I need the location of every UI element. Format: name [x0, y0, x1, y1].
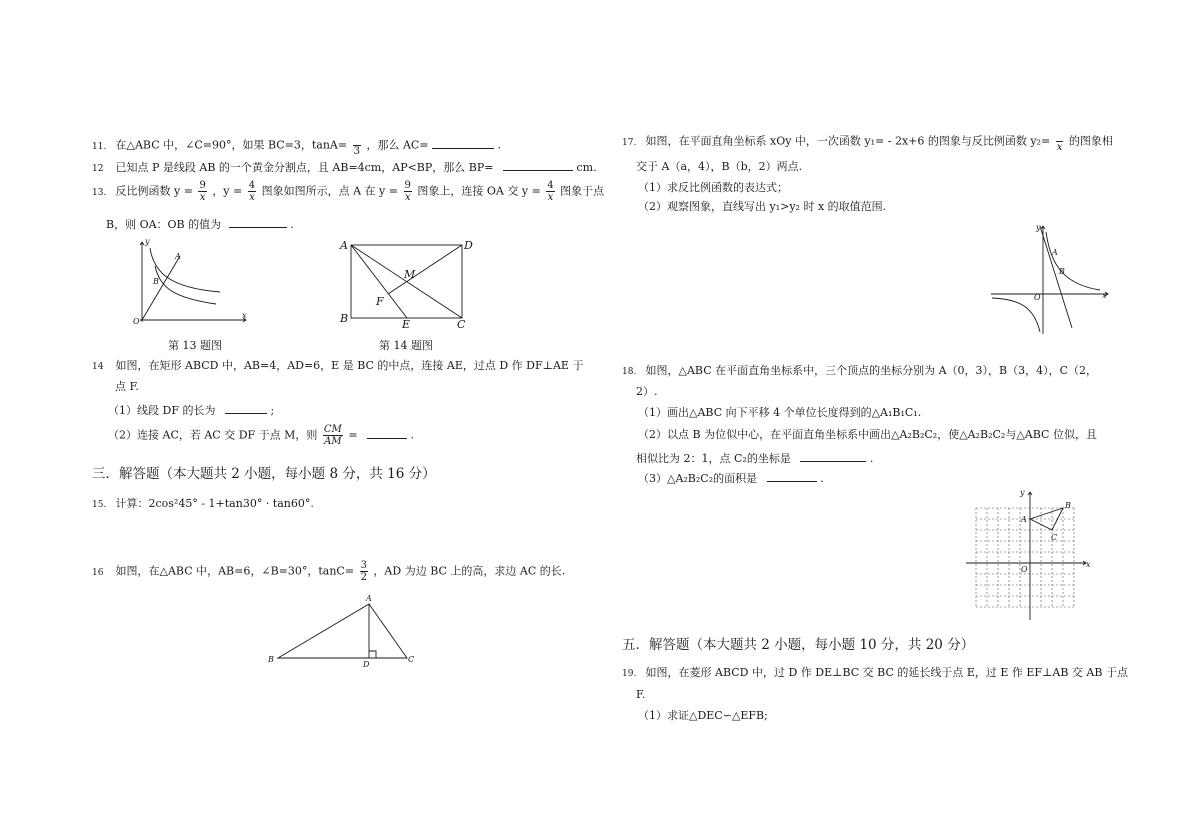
question-number: 16 [92, 567, 104, 578]
question-15 [92, 497, 314, 512]
question-17: 17. 如图，在平面直角坐标系 xOy 中，一次函数 y₁= - 2x+6 的图象与反比例函数 y₂= x 的图象相 [622, 130, 1113, 153]
question-text: 已知点 P 是线段 AB 的一个黄金分割点，且 AB=4cm，AP<BP，那么 BP= [115, 161, 494, 174]
answer-blank[interactable] [767, 470, 817, 482]
question-text: 在△ABC 中，∠C=90°，如果 BC=3，tanA= [115, 138, 348, 152]
question-number: 11. [92, 141, 107, 152]
question-19 [622, 666, 1128, 681]
answer-blank[interactable] [432, 137, 494, 149]
question-17-cont: 交于 A（a，4），B（b，2）两点. [636, 160, 803, 173]
axis-label-x: x [1086, 560, 1091, 569]
question-17-part-2: （2）观察图象，直线写出 y₁>y₂ 时 x 的取值范围. [638, 200, 887, 213]
point-label-a: A [1021, 515, 1027, 524]
axis-label-y: y [1036, 223, 1041, 232]
vertex-label-a: A [340, 239, 348, 252]
vertex-label-c: C [457, 318, 466, 331]
point-label-e: E [402, 318, 411, 331]
question-text: 如图，△ABC 在平面直角坐标系中，三个顶点的坐标分别为 A（0，3），B（3，4），C（2， [645, 364, 1098, 377]
question-14-cont: 点 F. [115, 380, 139, 393]
question-number: 17. [622, 137, 637, 148]
figure-14-caption: 第 14 题图 [379, 339, 433, 352]
question-text: ，那么 AC= [366, 138, 429, 152]
right-column [600, 0, 1200, 821]
question-number: 12 [92, 164, 104, 174]
figure-13-caption: 第 13 题图 [168, 339, 222, 352]
question-19-cont: F. [636, 688, 646, 701]
answer-blank[interactable] [225, 402, 267, 414]
question-13: 13. 反比例函数 y = $\frac{9}{x}$ ，y = $\frac{4}{x}$ 图象如图所示，点 A 在 y = $\frac{9}{x}$ 图象上，连接 OA 交 y = $\frac{4}{x}$ 图象于点 [92, 180, 605, 203]
axis-label-x: x [1102, 291, 1107, 300]
section-heading-5: 五．解答题（本大题共 2 小题，每小题 10 分，共 20 分） [622, 637, 975, 653]
section-heading-3: 三．解答题（本大题共 2 小题，每小题 8 分，共 16 分） [92, 466, 436, 482]
point-label-c: C [1051, 533, 1058, 542]
point-label-a: A [1052, 248, 1058, 257]
axis-label-y: y [145, 237, 150, 246]
point-label-m: M [404, 268, 416, 281]
question-13-cont: B，则 OA：OB 的值为 . [106, 218, 294, 231]
question-text: 如图，在矩形 ABCD 中，AB=4，AD=6，E 是 BC 的中点，连接 AE，过点 D 作 DF⊥AE 于 [115, 359, 584, 372]
figure-18 [962, 486, 1098, 622]
question-16: 16 如图，在△ABC 中，AB=6，∠B=30°，tanC= $\frac{3}{2}$ ，AD 为边 BC 上的高，求边 AC 的长. [92, 560, 566, 583]
answer-blank[interactable] [367, 427, 407, 439]
vertex-label-c: C [408, 655, 415, 664]
question-18-part-2-cont: 相似比为 2：1，点 C₂的坐标是 . [636, 452, 874, 465]
vertex-label-b: B [268, 655, 274, 664]
answer-blank[interactable] [503, 159, 573, 171]
point-label-f: F [376, 295, 384, 308]
question-text: 计算：2cos²45° - 1+tan30° · tan60°. [115, 497, 314, 510]
question-18-part-2: （2）以点 B 为位似中心，在平面直角坐标系中画出△A₂B₂C₂，使△A₂B₂C₂与△ABC 位似，且 [638, 428, 1097, 441]
question-number: 13. [92, 187, 107, 198]
question-14-part-2: （2）连接 AC，若 AC 交 DF 于点 M，则 $\frac{CM}{AM}$ = . [108, 424, 415, 447]
question-18 [622, 364, 1097, 379]
figure-14 [338, 236, 480, 334]
point-label-b: B [1059, 267, 1065, 276]
question-18-part-3: （3）△A₂B₂C₂的面积是 . [638, 472, 824, 485]
question-18-cont: 2）. [636, 385, 658, 398]
origin-label: O [1021, 565, 1028, 574]
question-14 [92, 359, 583, 374]
figure-17 [988, 222, 1114, 336]
point-label-a: A [175, 252, 181, 261]
answer-blank[interactable] [800, 450, 866, 462]
point-label-d: D [363, 660, 370, 669]
question-number: 19. [622, 669, 637, 679]
vertex-label-d: D [464, 239, 473, 252]
axis-label-y: y [1020, 488, 1025, 497]
question-number: 14 [92, 362, 104, 372]
figure-16 [262, 592, 422, 670]
axis-label-x: x [242, 311, 247, 320]
question-17-part-1: （1）求反比例函数的表达式； [638, 181, 788, 194]
figure-13 [128, 236, 253, 328]
question-19-part-1: （1）求证△DEC∽△EFB; [638, 709, 768, 722]
vertex-label-a: A [366, 594, 372, 603]
question-11: 11. 在△ABC 中，∠C=90°，如果 BC=3，tanA= 3 ，那么 AC= . [92, 134, 501, 157]
origin-label: O [133, 317, 140, 326]
fraction: 3 [353, 134, 361, 157]
question-12: 12 已知点 P 是线段 AB 的一个黄金分割点，且 AB=4cm，AP<BP，那么 BP= cm. [92, 161, 597, 174]
answer-blank[interactable] [229, 216, 287, 228]
question-14-part-1: （1）线段 DF 的长为 ; [108, 404, 275, 417]
question-number: 15. [92, 500, 107, 510]
origin-label: O [1034, 293, 1041, 302]
point-label-b: B [153, 277, 159, 286]
question-18-part-1: （1）画出△ABC 向下平移 4 个单位长度得到的△A₁B₁C₁. [638, 406, 922, 419]
vertex-label-b: B [340, 312, 349, 325]
question-text: 如图，在菱形 ABCD 中，过 D 作 DE⊥BC 交 BC 的延长线于点 E，过 E 作 EF⊥AB 交 AB 于点 [645, 666, 1128, 679]
question-number: 18. [622, 367, 637, 377]
point-label-b: B [1065, 501, 1071, 510]
